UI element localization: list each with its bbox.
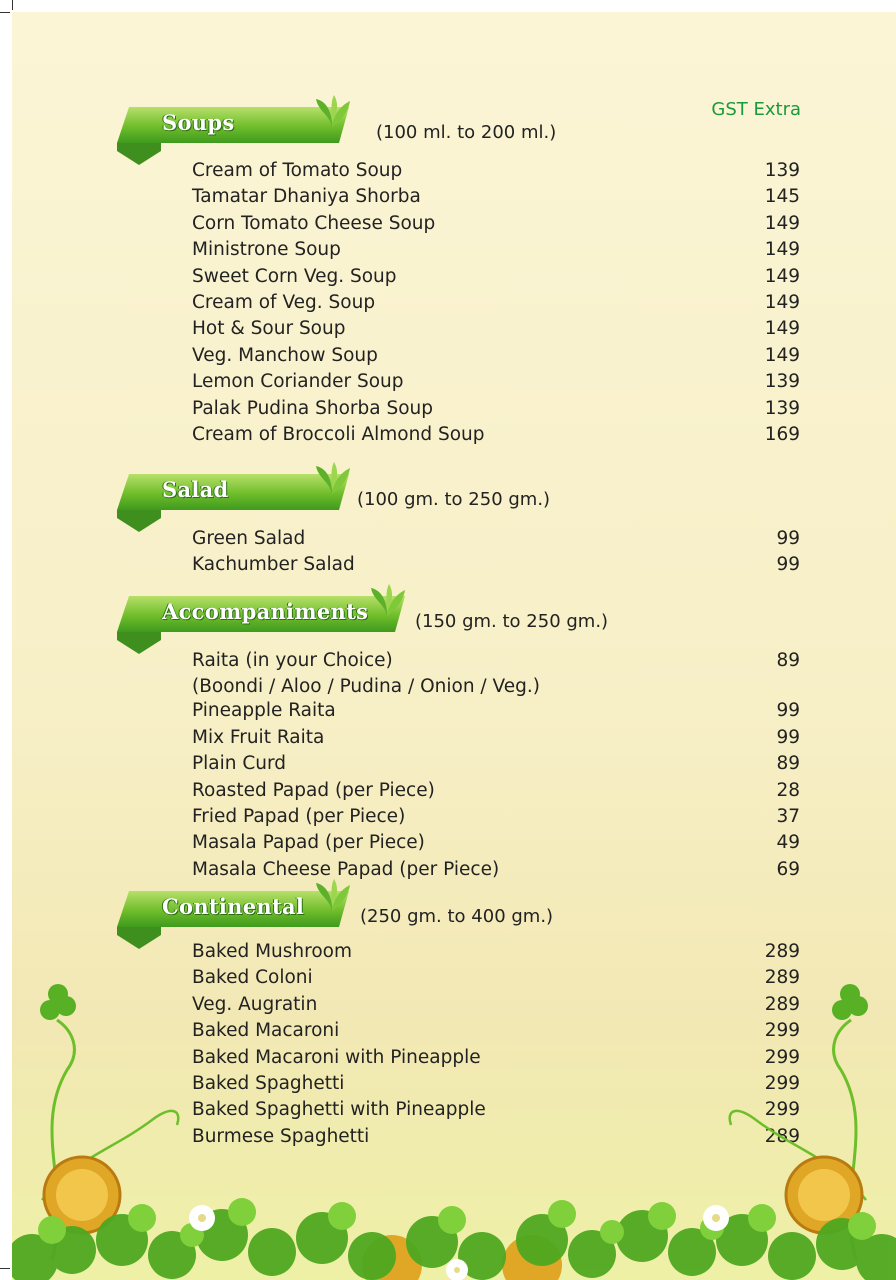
- item-name: Burmese Spaghetti: [192, 1125, 370, 1147]
- item-name: Baked Mushroom: [192, 941, 352, 962]
- item-list: [192, 160, 800, 450]
- item-name: Raita (in your Choice): [192, 650, 393, 671]
- quantity-note: (250 gm. to 400 gm.): [360, 906, 554, 927]
- item-price: 149: [764, 318, 800, 340]
- item-list: [192, 650, 800, 885]
- item-price: 139: [764, 371, 800, 393]
- crop-mark: [0, 12, 10, 13]
- quantity-note: (150 gm. to 250 gm.): [415, 611, 609, 632]
- item-name: Baked Macaroni: [192, 1020, 340, 1042]
- menu-item-row: [192, 806, 800, 832]
- crop-mark: [12, 0, 13, 10]
- item-name: Baked Coloni: [192, 967, 313, 989]
- item-price: 149: [764, 291, 800, 313]
- menu-item-row: [192, 859, 800, 885]
- section-title: Soups: [162, 110, 235, 135]
- menu-item-row: [192, 371, 800, 397]
- leaf-icon: [312, 877, 352, 913]
- item-name: Veg. Augratin: [192, 993, 318, 1015]
- menu-item-row: [192, 345, 800, 371]
- item-note: (Boondi / Aloo / Pudina / Onion / Veg.): [192, 676, 540, 698]
- item-price: 28: [776, 779, 800, 801]
- crop-mark: [0, 1268, 10, 1269]
- item-price: 299: [764, 1099, 800, 1121]
- menu-item-row: [192, 292, 800, 318]
- item-name: Veg. Manchow Soup: [192, 344, 378, 366]
- item-price: 289: [764, 993, 800, 1015]
- menu-page: [12, 12, 896, 1280]
- item-name: Pineapple Raita: [192, 700, 336, 722]
- item-name: Baked Spaghetti: [192, 1072, 345, 1094]
- item-price: 289: [764, 941, 800, 962]
- section-title: Accompaniments: [162, 599, 369, 624]
- menu-item-row: [192, 700, 800, 726]
- leaf-icon: [367, 582, 407, 618]
- item-price: 149: [764, 265, 800, 287]
- menu-item-row: [192, 832, 800, 858]
- item-name: Masala Cheese Papad (per Piece): [192, 858, 500, 880]
- item-name: Kachumber Salad: [192, 554, 355, 576]
- section-title: Continental: [162, 894, 305, 919]
- leaf-icon: [312, 460, 352, 496]
- item-name: Cream of Tomato Soup: [192, 160, 403, 181]
- menu-item-row: [192, 160, 800, 186]
- item-price: 99: [776, 528, 800, 549]
- item-price: 89: [776, 650, 800, 671]
- item-price: 299: [764, 1046, 800, 1068]
- item-price: 69: [776, 858, 800, 880]
- item-price: 145: [764, 186, 800, 208]
- item-price: 169: [764, 423, 800, 445]
- item-name: Sweet Corn Veg. Soup: [192, 265, 397, 287]
- banner-fold-icon: [117, 143, 161, 165]
- item-price: 37: [776, 805, 800, 827]
- item-name: Mix Fruit Raita: [192, 726, 325, 748]
- section-title: Salad: [162, 477, 229, 502]
- item-name: Hot & Sour Soup: [192, 318, 346, 340]
- menu-item-row: [192, 398, 800, 424]
- item-name: Fried Papad (per Piece): [192, 805, 406, 827]
- item-name: Baked Spaghetti with Pineapple: [192, 1099, 486, 1121]
- item-name: Green Salad: [192, 528, 306, 549]
- menu-item-row: [192, 650, 800, 676]
- item-name: Roasted Papad (per Piece): [192, 779, 435, 801]
- item-price: 99: [776, 700, 800, 722]
- item-name: Masala Papad (per Piece): [192, 832, 425, 854]
- menu-item-row: [192, 186, 800, 212]
- menu-item-row: [192, 213, 800, 239]
- item-price: 149: [764, 344, 800, 366]
- item-price: 139: [764, 397, 800, 419]
- item-price: 139: [764, 160, 800, 181]
- item-price: 99: [776, 554, 800, 576]
- item-name: Ministrone Soup: [192, 239, 341, 261]
- item-price: 89: [776, 753, 800, 775]
- item-list: [192, 528, 800, 581]
- menu-item-row: [192, 239, 800, 265]
- banner-fold-icon: [117, 510, 161, 532]
- item-price: 289: [764, 1125, 800, 1147]
- item-name: Cream of Broccoli Almond Soup: [192, 423, 485, 445]
- gst-note: GST Extra: [711, 99, 801, 120]
- menu-item-row: [192, 528, 800, 554]
- menu-item-row: [192, 318, 800, 344]
- clover-decoration-icon: [12, 960, 896, 1280]
- banner-fold-icon: [117, 632, 161, 654]
- item-name: Corn Tomato Cheese Soup: [192, 212, 436, 234]
- menu-item-row: [192, 780, 800, 806]
- item-price: 299: [764, 1020, 800, 1042]
- item-name: Lemon Coriander Soup: [192, 371, 404, 393]
- banner-fold-icon: [117, 927, 161, 949]
- item-price: 299: [764, 1072, 800, 1094]
- item-price: 149: [764, 239, 800, 261]
- leaf-icon: [312, 93, 352, 129]
- menu-item-row: [192, 266, 800, 292]
- item-price: 49: [776, 832, 800, 854]
- menu-item-row: [192, 727, 800, 753]
- menu-item-row: [192, 753, 800, 779]
- item-name: Plain Curd: [192, 753, 287, 775]
- item-price: 99: [776, 726, 800, 748]
- quantity-note: (100 gm. to 250 gm.): [357, 489, 551, 510]
- item-name: Baked Macaroni with Pineapple: [192, 1046, 481, 1068]
- item-price: 289: [764, 967, 800, 989]
- item-price: 149: [764, 212, 800, 234]
- item-name: Tamatar Dhaniya Shorba: [192, 186, 421, 208]
- menu-item-row: [192, 424, 800, 450]
- item-name: Palak Pudina Shorba Soup: [192, 397, 433, 419]
- menu-item-row: [192, 554, 800, 580]
- item-name: Cream of Veg. Soup: [192, 291, 376, 313]
- quantity-note: (100 ml. to 200 ml.): [376, 122, 557, 143]
